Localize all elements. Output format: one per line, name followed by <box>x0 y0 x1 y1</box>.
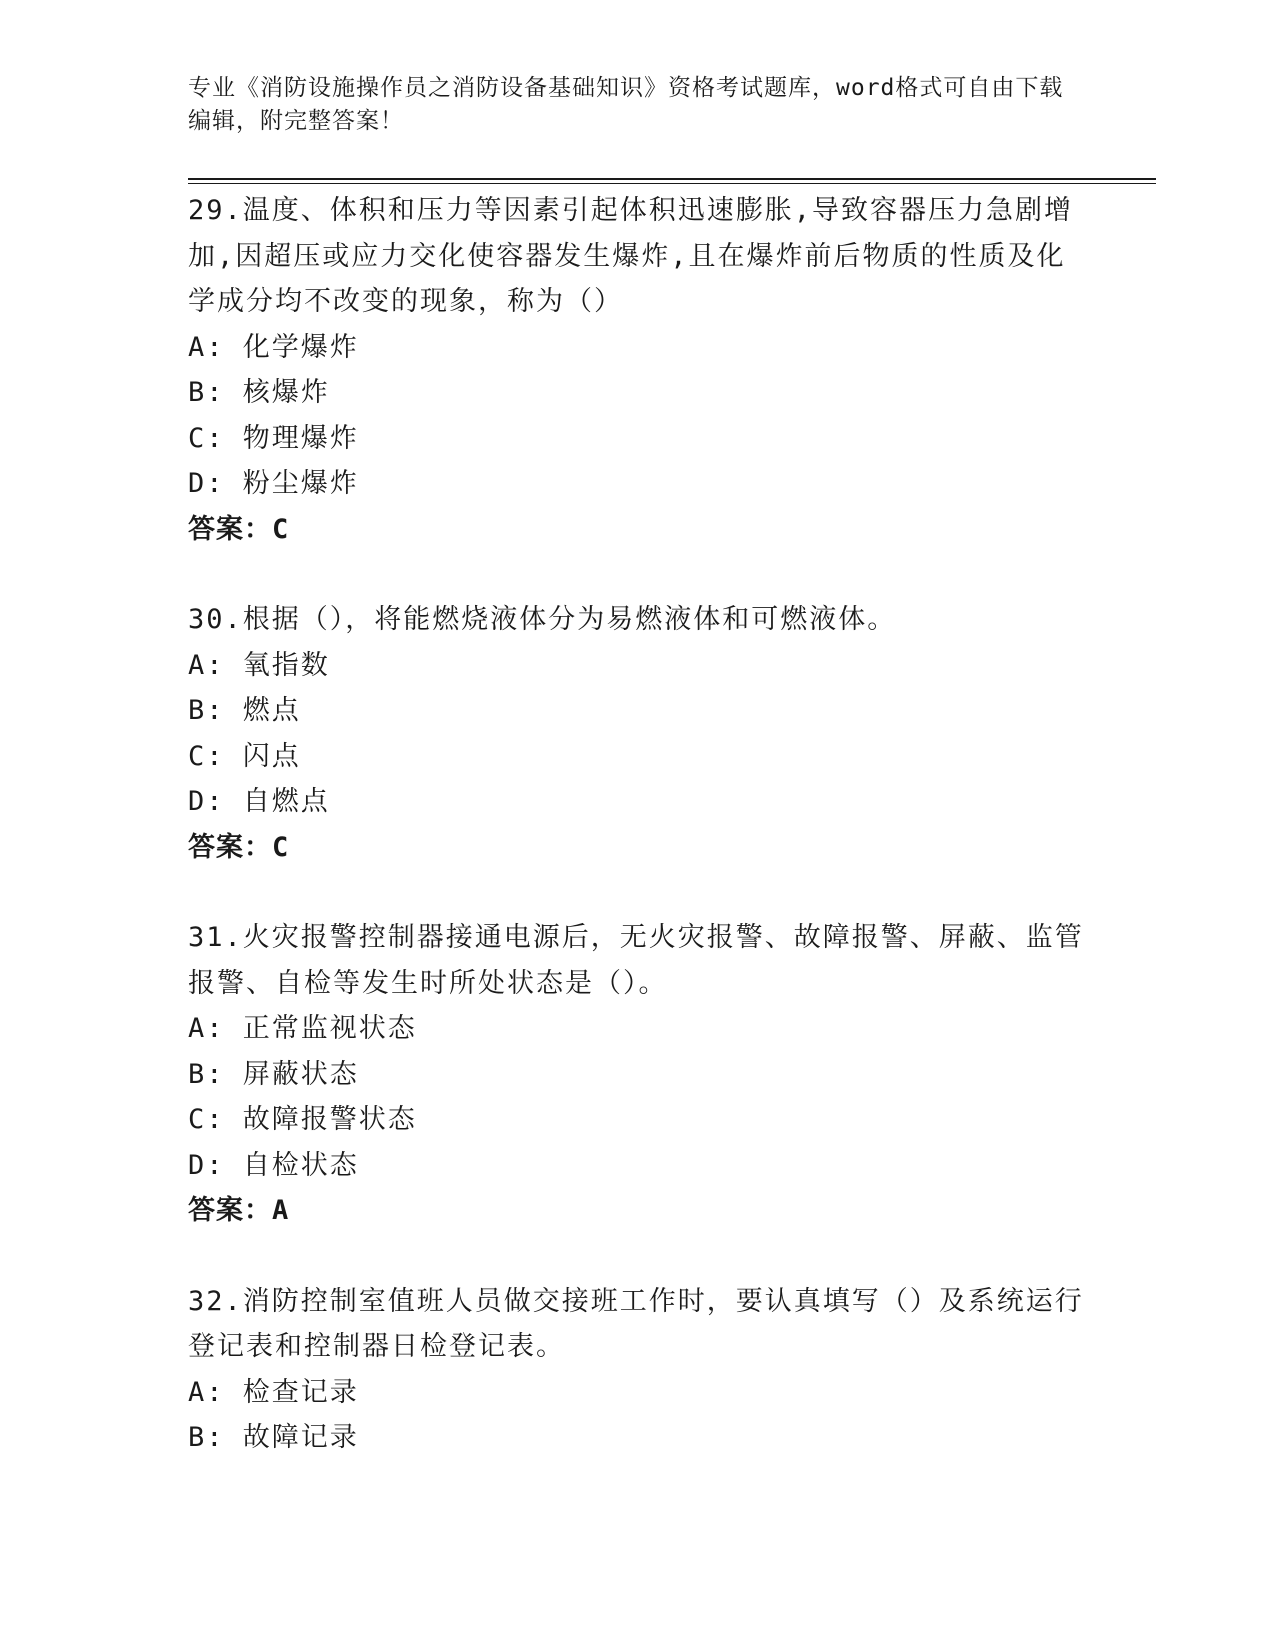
document-header: 专业《消防设施操作员之消防设备基础知识》资格考试题库，word格式可自由下载编辑，附完整答案！ <box>188 75 1064 134</box>
question-stem: 30.根据（），将能燃烧液体分为易燃液体和可燃液体。 <box>188 604 897 635</box>
option-b: B: 核爆炸 <box>188 377 330 408</box>
option-a: A: 化学爆炸 <box>188 331 359 363</box>
question-stem: 31.火灾报警控制器接通电源后，无火灾报警、故障报警、屏蔽、监管报警、自检等发生时所处状态是（）。 <box>188 922 1084 999</box>
option-a: A: 氧指数 <box>188 649 330 681</box>
answer-line: 答案：C <box>188 513 290 545</box>
option-b: B: 故障记录 <box>188 1422 359 1453</box>
option-b: B: 燃点 <box>188 695 301 726</box>
question-32 <box>188 1279 1088 1461</box>
option-c: C: 闪点 <box>188 740 301 772</box>
option-a: A: 检查记录 <box>188 1376 359 1408</box>
question-30 <box>188 597 1088 870</box>
answer-line: 答案：A <box>188 1195 290 1226</box>
header-divider-thin <box>188 183 1156 184</box>
question-29 <box>188 188 1088 552</box>
option-c: C: 故障报警状态 <box>188 1104 417 1135</box>
option-a: A: 正常监视状态 <box>188 1013 417 1044</box>
option-c: C: 物理爆炸 <box>188 422 359 454</box>
question-list <box>188 188 1088 1506</box>
option-d: D: 粉尘爆炸 <box>188 468 359 499</box>
question-stem: 32.消防控制室值班人员做交接班工作时，要认真填写（）及系统运行登记表和控制器日检登记表。 <box>188 1285 1084 1362</box>
option-b: B: 屏蔽状态 <box>188 1058 359 1090</box>
header-divider-thick <box>188 178 1156 180</box>
answer-line: 答案：C <box>188 831 290 863</box>
option-d: D: 自检状态 <box>188 1149 359 1181</box>
option-d: D: 自燃点 <box>188 786 330 817</box>
question-stem: 29.温度、体积和压力等因素引起体积迅速膨胀,导致容器压力急剧增加,因超压或应力交化使容器发生爆炸,且在爆炸前后物质的性质及化学成分均不改变的现象，称为（） <box>188 195 1074 317</box>
question-31 <box>188 915 1088 1234</box>
